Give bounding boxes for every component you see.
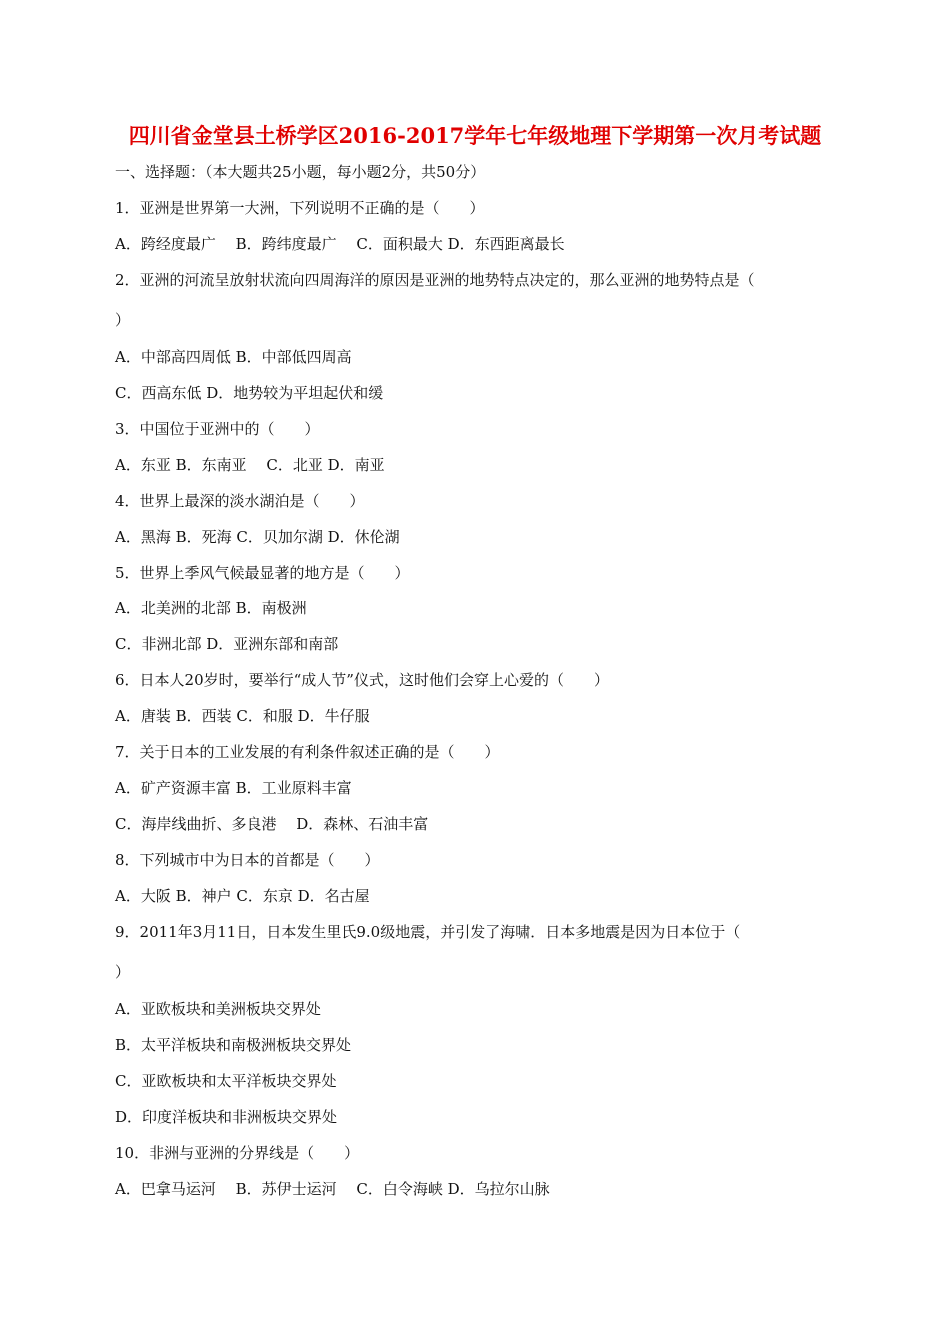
question-4-options: A．黑海 B．死海 C．贝加尔湖 D．休伦湖 <box>115 528 400 546</box>
question-9: 9．2011年3月11日，日本发生里氏9.0级地震，并引发了海啸．日本多地震是因为日本位于（ <box>115 923 741 941</box>
question-2-options-cd: C．西高东低 D．地势较为平坦起伏和缓 <box>115 384 384 402</box>
question-9-option-d: D．印度洋板块和非洲板块交界处 <box>115 1108 338 1126</box>
question-3: 3．中国位于亚洲中的（ ） <box>115 420 320 438</box>
question-9-option-c: C．亚欧板块和太平洋板块交界处 <box>115 1072 337 1090</box>
question-2-continued: ） <box>115 311 131 329</box>
question-8: 8．下列城市中为日本的首都是（ ） <box>115 851 380 869</box>
question-1-options: A．跨经度最广 B．跨纬度最广 C．面积最大 D．东西距离最长 <box>115 235 565 253</box>
question-10: 10．非洲与亚洲的分界线是（ ） <box>115 1144 360 1162</box>
question-7: 7．关于日本的工业发展的有利条件叙述正确的是（ ） <box>115 743 500 761</box>
question-6: 6．日本人20岁时，要举行“成人节”仪式，这时他们会穿上心爱的（ ） <box>115 671 609 689</box>
question-6-options: A．唐装 B．西装 C．和服 D．牛仔服 <box>115 707 370 725</box>
question-7-options-ab: A．矿产资源丰富 B．工业原料丰富 <box>115 779 352 797</box>
question-7-options-cd: C．海岸线曲折、多良港 D．森林、石油丰富 <box>115 815 429 833</box>
question-5-options-ab: A．北美洲的北部 B．南极洲 <box>115 599 307 617</box>
question-2: 2．亚洲的河流呈放射状流向四周海洋的原因是亚洲的地势特点决定的，那么亚洲的地势特点是（ <box>115 271 755 289</box>
section-header: 一、选择题：（本大题共25小题，每小题2分，共50分） <box>115 163 486 181</box>
question-9-option-a: A．亚欧板块和美洲板块交界处 <box>115 1000 321 1018</box>
question-9-continued: ） <box>115 963 131 981</box>
document-title: 四川省金堂县土桥学区2016-2017学年七年级地理下学期第一次月考试题 <box>128 123 822 148</box>
question-3-options: A．东亚 B．东南亚 C．北亚 D．南亚 <box>115 456 385 474</box>
question-10-options: A．巴拿马运河 B．苏伊士运河 C．白令海峡 D．乌拉尔山脉 <box>115 1180 550 1198</box>
question-5: 5．世界上季风气候最显著的地方是（ ） <box>115 564 410 582</box>
question-2-options-ab: A．中部高四周低 B．中部低四周高 <box>115 348 352 366</box>
question-9-option-b: B．太平洋板块和南极洲板块交界处 <box>115 1036 352 1054</box>
question-4: 4．世界上最深的淡水湖泊是（ ） <box>115 492 365 510</box>
question-8-options: A．大阪 B．神户 C．东京 D．名古屋 <box>115 887 370 905</box>
question-1: 1．亚洲是世界第一大洲，下列说明不正确的是（ ） <box>115 199 485 217</box>
question-5-options-cd: C．非洲北部 D．亚洲东部和南部 <box>115 635 339 653</box>
